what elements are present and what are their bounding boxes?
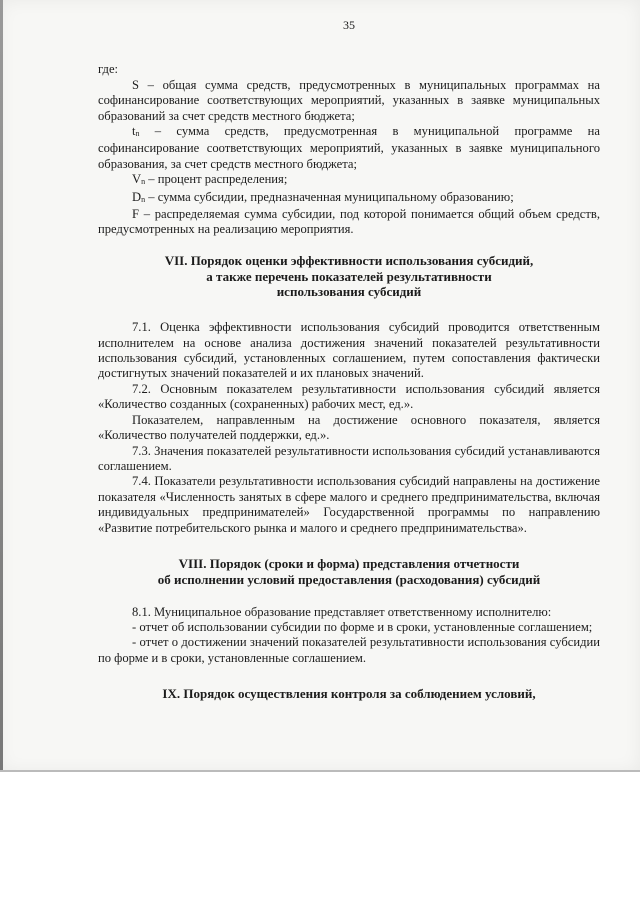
- paragraph-7-1: 7.1. Оценка эффективности использования субсидий проводится ответственным исполнителем на основе анализа достижения значений показателей результативности использования субсидий, установленных соглашением, путем сопоставления фактически достигнутых значений показателей и их плановых значений.: [98, 320, 600, 381]
- definition-tn: $t_n$ – сумма средств, предусмотренная в муниципальной программе на софинансирование соответствующих мероприятий, указанных в заявке муниципального образования, за счет средств местного бюджета;: [98, 124, 600, 171]
- paragraph-8-1: 8.1. Муниципальное образование представляет ответственному исполнителю:: [132, 604, 552, 619]
- page-number: 35: [343, 18, 355, 32]
- definition-s: S – общая сумма средств, предусмотренных в муниципальных программах на софинансирование соответствующих мероприятий, указанных в заявке муниципальных образований за счет средств местного бюджета;: [98, 77, 600, 123]
- definition-vn: $V_n$ – процент распределения;: [132, 172, 288, 187]
- document-body: [98, 18, 600, 702]
- definition-dn: $D_n$ – сумма субсидии, предназначенная муниципальному образованию;: [132, 189, 514, 204]
- definition-f: F – распределяемая сумма субсидии, под которой понимается общий объем средств, предусмотренных на реализацию мероприятия.: [98, 207, 600, 237]
- paragraph-8-1-item-2: - отчет о достижении значений показателей результативности использования субсидии по форме и в сроки, установленные соглашением.: [98, 635, 600, 665]
- section-7-heading: VII. Порядок оценки эффективности использования субсидий, а также перечень показателей результативности использования субсидий: [164, 252, 534, 300]
- where-label: где:: [98, 62, 119, 77]
- paragraph-8-1-item-1: - отчет об использовании субсидии по форме и в сроки, установленные соглашением;: [132, 619, 593, 634]
- paragraph-7-4: 7.4. Показатели результативности использования субсидий направлены на достижение показателя «Численность занятых в сфере малого и среднего предпринимательства, включая индивидуальных предпринимателей» Государственной программы по направлению «Развитие потребительского рынка и малого и среднего предпринимательства».: [98, 474, 600, 535]
- section-9-heading: IX. Порядок осуществления контроля за соблюдением условий,: [162, 686, 536, 702]
- section-8-heading: VIII. Порядок (сроки и форма) представления отчетности об исполнении условий предоставления (расходования) субсидий: [157, 555, 541, 587]
- paragraph-7-2: 7.2. Основным показателем результативности использования субсидий является «Количество созданных (сохраненных) рабочих мест, ед.».: [98, 381, 600, 412]
- paragraph-7-3: 7.3. Значения показателей результативности использования субсидий устанавливаются соглашением.: [98, 443, 600, 473]
- paragraph-7-2-extra: Показателем, направленным на достижение основного показателя, является «Количество получателей поддержки, ед.».: [98, 412, 600, 443]
